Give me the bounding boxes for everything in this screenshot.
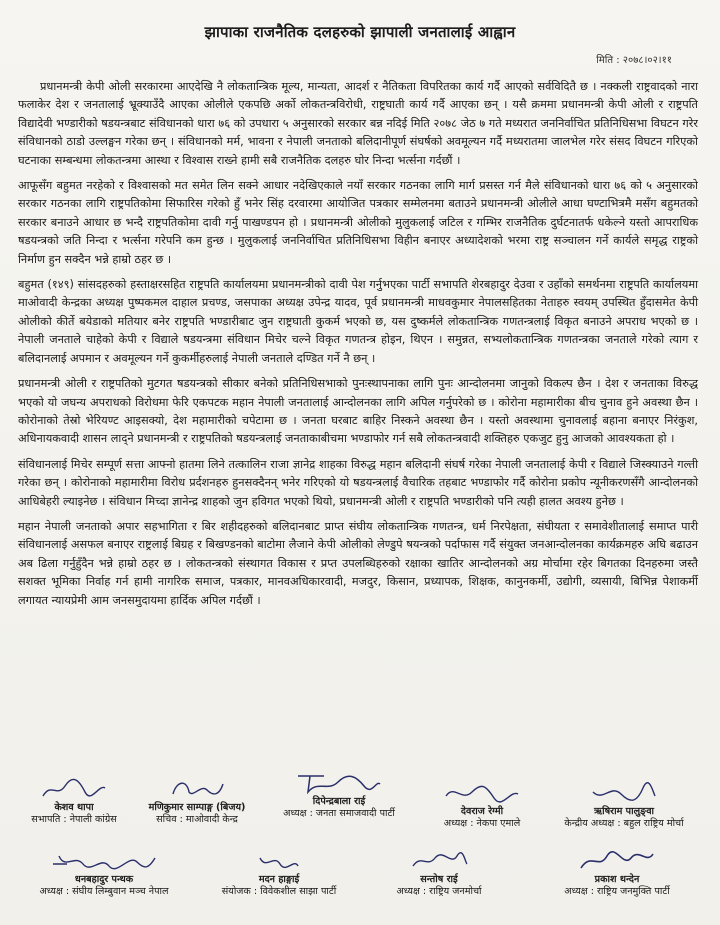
signatory-role: सचिव : माओवादी केन्द्र xyxy=(156,814,238,825)
document-body xyxy=(18,78,698,617)
signatory-role: केन्द्रीय अध्यक्ष : बहुल राष्ट्रिय मोर्चा xyxy=(564,818,684,829)
handwritten-signature xyxy=(264,772,414,794)
signatory-name: देवराज रेग्मी xyxy=(460,806,504,817)
paragraph-6: महान नेपाली जनताको अपार सहभागिता र बिर शहीदहरुको बलिदानबाट प्राप्त संघीय लोकतान्त्रिक गणतन्त्र, धर्म निरपेक्षता, संघीयता र समावेशीतालाई समाप्त पारी संविधानलाई असफल बनाएर राष्ट्रलाई बिग्रह र बिखण्डनको बाटोमा लैजाने केपी ओलीको लेण्डुपे षयन्त्रको पर्दाफास गर्दै संयुक्त जनआन्दोलनका कार्यक्रमहरु अघि बढाउन अब ढिला गर्नुहुँदैन भन्ने हाम्रो ठहर छ । लोकतन्त्रको संस्थागत विकास र प्रप्त उपलब्धिहरुको रक्षाका खातिर आन्दोलनको अग्र मोर्चामा रहेर बिगतका दिनहरुमा जस्तै सशक्त भूमिका निर्वाह गर्न हामी नागरिक समाज, पत्रकार, मानवअधिकारवादी, मजदुर, किसान, प्रध्यापक, शिक्षक, कानुनकर्मी, उद्योगी, व्यसायी, बिभिन्न पेशाकर्मी लगायत न्यायप्रेमी आम जनसमुदायमा हार्दिक अपिल गर्दछौं । xyxy=(18,519,698,607)
signatory xyxy=(14,778,134,826)
signatory-name: दिपेन्द्रबाला राई xyxy=(312,796,366,807)
paragraph-1: प्रधानमन्त्री केपी ओली सरकारमा आएदेखि नै लोकतान्त्रिक मूल्य, मान्यता, आदर्श र नैतिकता विपरितका कार्य गर्दै आएको सर्वविदितै छ । नक्कली राष्ट्रवादको नारा फलाकेर देश र जनतालाई भ्रूक्याउँदै आएका ओलीले एकपछि अर्को लोकतन्त्रविरोधी, राष्ट्रघाती कार्य गर्दै आएका छन् । यसै क्रममा प्रधानमन्त्री केपी ओली र राष्ट्रपति विद्यादेवी भण्डारीको षडयन्त्रबाट संविधानको धारा ७६ को उपधारा ५ अनुसारको सरकार बन्न नदिई मिति २०७८ जेठ ७ गते मध्यरात जननिर्वाचित प्रतिनिधिसभा विघटन गरेर संविधानको ठाडो उल्लङ्घन गरेका छन् । संविधानको मर्म, भावना र नेपाली जनताको बलिदानीपूर्ण संघर्षको अवमूल्यन गर्दै मध्यरातमा जालभेल गरेर संसद विघटन गरिएको घटनाका सम्बन्धमा लोकतन्त्रमा आस्था र विश्वास राख्ने हामी सबै राजनैतिक दलहरु घोर निन्दा भर्त्सना गर्दछौं । xyxy=(18,80,698,167)
paragraph-2: आफूसँग बहुमत नरहेको र विश्वासको मत समेत लिन सक्ने आधार नदेखिएकाले नयाँ सरकार गठनका लागि मार्ग प्रसस्त गर्न मैले संविधानको धारा ७६ को ५ अनुसारको सरकार गठनका लागि राष्ट्रपतिकोमा सिफारिस गरेको हुँ भनेर सिंह दरवारमा आयोजित पत्रकार सम्मेलनमा बताउने प्रधानमन्त्री ओलीले आधा घण्टाभित्रमै मसँग बहुमतको सरकार बनाउने आधार छ भन्दै राष्ट्रपतिकोमा दावी गर्नु पाखण्डपन हो । प्रधानमन्त्री ओलीको मुलुकलाई जटिल र गम्भिर राजनैतिक दुर्घटनातर्फ धकेल्ने यस्तो आपराधिक षडयन्त्रको जति निन्दा र भर्त्सना गरेपनि कम हुन्छ । मुलुकलाई जननिर्वाचित प्रतिनिधिसभा विहीन बनाएर अध्यादेशको भरमा राष्ट्र सञ्चालन गर्ने कार्यले समृद्ध राष्ट्रको निर्माण हुन सक्दैन भन्ने हाम्रो ठहर छ । xyxy=(18,179,698,266)
signatory-role: अध्यक्ष : जनता समाजवादी पार्टी xyxy=(283,808,395,819)
signatory xyxy=(132,778,262,826)
signatory xyxy=(528,850,706,898)
signatory-name: ऋषिराम पालुङ्वा xyxy=(593,806,655,817)
handwritten-signature xyxy=(14,850,194,872)
signature-block xyxy=(14,772,706,922)
handwritten-signature xyxy=(422,782,542,804)
signatory-role: संयोजक : विवेकशील साझा पार्टी xyxy=(221,886,337,897)
handwritten-signature xyxy=(528,850,706,872)
signatory xyxy=(264,772,414,820)
handwritten-signature xyxy=(14,778,134,800)
document-title: झापाका राजनैतिक दलहरुको झापाली जनतालाई आह्वान xyxy=(204,23,516,41)
paragraph-5: संविधानलाई मिचेर सम्पूर्ण सत्ता आफ्नो हातमा लिने तत्कालिन राजा ज्ञानेद्र शाहका विरुद्ध महान बलिदानी संघर्ष गरेका नेपाली जनतालाई केपी र विद्याले जिस्क्याउने गल्ती गरेका छन् । कोरोनाको महामारीमा विरोध प्रर्दशनहरु हुनसक्दैनन् भनेर गरिएको यो षडयन्त्रलाई वैचारिक तहबाट भण्डाफोर गर्दै कोरोना प्रकोप न्यूनीकरणसँगै आन्दोलनको आधिबेहरी ल्याइनेछ । संविधान मिच्दा ज्ञानेन्द्र शाहको जुन हविगत भएको थियो, प्रधानमन्त्री ओली र राष्ट्रपति भण्डारीको पनि त्यही हालत अवश्य हुनेछ । xyxy=(18,457,698,508)
signatory-role: अध्यक्ष : राष्ट्रिय जनमोर्चा xyxy=(396,886,482,897)
paragraph-3: बहुमत (१४९) सांसदहरुको हस्ताक्षरसहित राष्ट्रपति कार्यालयमा प्रधानमन्त्रीको दावी पेश गर्नुभएका पार्टी सभापति शेरबहादुर देउवा र उहाँको समर्थनमा राष्ट्रपति कार्यालयमा माओवादी केन्द्रका अध्यक्ष पुष्पकमल दाहाल प्रचण्ड, जसपाका अध्यक्ष उपेन्द्र यादव, पूर्व प्रधानमन्त्री माधवकुमार नेपालसहितका नेताहरु स्वयम् उपस्थित हुँदासमेत केपी ओलीको कीर्ते बयेडाको मतियार बनेर राष्ट्रपति भण्डारीबाट जुन राष्ट्रघाती कुकर्म भएको छ, यस दुष्कर्मले लोकतान्त्रिक गणतन्त्रलाई विकृत बनाउने अपराध भएको छ । नेपाली जनताले चाहेको केपी र विद्याले षडयन्त्रमा संविधान मिचेर चल्ने विकृत गणतन्त्र होइन, थिएन । समुन्नत, सभ्यलोकतान्त्रिक गणतन्त्रका जनताले गरेको त्याग र बलिदानलाई अपमान र अवमूल्यन गर्ने कुकर्मीहरुलाई नेपाली जनताले दण्डित गर्ने नै छन् । xyxy=(18,278,698,365)
handwritten-signature xyxy=(364,850,514,872)
signatory-name: प्रकाश थन्देन xyxy=(594,874,640,885)
signatory-name: केशव थापा xyxy=(54,802,94,813)
signatory xyxy=(542,782,706,830)
signatory-role: अध्यक्ष : नेकपा एमाले xyxy=(443,818,521,829)
signatory xyxy=(14,850,194,898)
signatory-name: सन्तोष राई xyxy=(420,874,458,885)
signatory-role: अध्यक्ष : संघीय लिम्बुवान मञ्च नेपाल xyxy=(39,886,169,897)
paragraph-4: प्रधानमन्त्री ओली र राष्ट्रपतिको मुटगत षडयन्त्रको सीकार बनेको प्रतिनिधिसभाको पुनःस्थापनाका लागि पुनः आन्दोलनमा जानुको विकल्प छैन । देश र जनताका विरुद्ध भएको यो जघन्य अपराधको विरोधमा फेरि एकपटक महान नेपाली जनतालाई आन्दोलनका लागि अपिल गर्नुपरेको छ । कोरोना महामारीका बीच चुनाव हुने अवस्था छैन । कोरोनाको तेस्रो भेरियण्ट आइसक्यो, देश महामारीको चपेटामा छ । जनता घरबाट बाहिर निस्कने अवस्था छैन । यस्तो अवस्थामा चुनावलाई बहाना बनाएर निरंकुश, अधिनायकवादी शासन लाद्ने प्रधानमन्त्री र राष्ट्रपतिको षडयन्त्रलाई जनताकाबीचमा भण्डाफोर गर्न सबै लोकतन्त्रवादी शक्तिहरु एकजुट हुनु आजको आवश्यकता हो । xyxy=(18,377,698,446)
signatory-role: अध्यक्ष : राष्ट्रिय जनमुक्ति पार्टी xyxy=(564,886,670,897)
signatory-role: सभापति : नेपाली कांग्रेस xyxy=(31,814,117,825)
handwritten-signature xyxy=(204,850,354,872)
document-date: मिति : २०७८।०२।११ xyxy=(596,55,672,66)
signatory-name: धनबहादुर पन्थक xyxy=(74,874,134,885)
handwritten-signature xyxy=(542,782,706,804)
signatory xyxy=(204,850,354,898)
handwritten-signature xyxy=(132,778,262,800)
signatory xyxy=(364,850,514,898)
signatory-name: मणिकुमार साम्पाङ्ग (बिजय) xyxy=(148,802,246,813)
signatory-name: मदन हाङ्गाई xyxy=(258,874,300,885)
signatory xyxy=(422,782,542,830)
